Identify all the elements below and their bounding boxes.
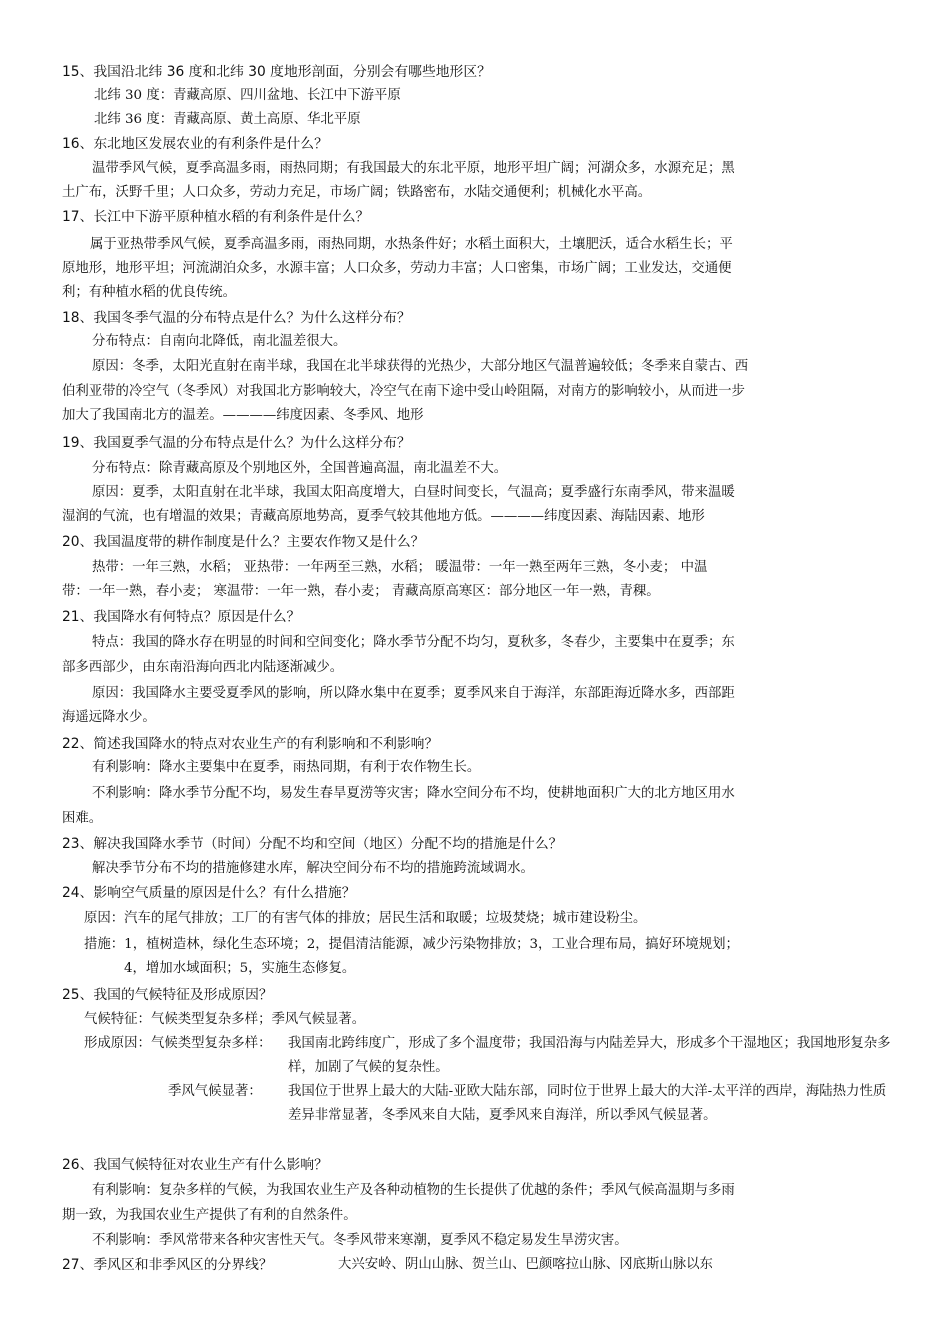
question-25-title: 25、我国的气候特征及形成原因？ [62,987,273,1003]
answer-26-good-line-2: 期一致，为我国农业生产提供了有利的自然条件。 [62,1208,357,1223]
question-18-title: 18、我国冬季气温的分布特点是什么？为什么这样分布？ [62,310,411,326]
answer-24-measures-line-2: 4，增加水域面积；5，实施生态修复。 [124,961,356,976]
question-27-title: 27、季风区和非季风区的分界线？ [62,1257,273,1273]
answer-22-bad-line-1: 不利影响：降水季节分配不均，易发生春旱夏涝等灾害；降水空间分布不均，使耕地面积广大的北方地区用水 [92,786,735,801]
answer-19-reason-line-1: 原因：夏季，太阳直射在北半球，我国太阳高度增大，白昼时间变长，气温高；夏季盛行东南季风，带来温暖 [92,485,735,500]
answer-25-feature: 气候特征：气候类型复杂多样；季风气候显著。 [84,1012,366,1027]
answer-25-cause-text: 我国南北跨纬度广，形成了多个温度带；我国沿海与内陆差异大，形成多个干湿地区；我国地形复杂多样，加剧了气候的复杂性。 [288,1036,891,1075]
question-19-title: 19、我国夏季气温的分布特点是什么？为什么这样分布？ [62,435,411,451]
answer-24-reason: 原因：汽车的尾气排放；工厂的有害气体的排放；居民生活和取暖；垃圾焚烧；城市建设粉尘。 [84,911,647,926]
answer-19-reason-line-2: 湿润的气流，也有增温的效果；青藏高原地势高，夏季气较其他地方低。————纬度因素、海陆因素、地形 [62,509,705,524]
answer-22-bad-line-2: 困难。 [62,811,103,826]
answer-19-feature: 分布特点：除青藏高原及个别地区外，全国普遍高温，南北温差不大。 [92,461,508,476]
answer-15-line-1: 北纬 30 度：青藏高原、四川盆地、长江中下游平原 [94,88,401,103]
question-17-title: 17、长江中下游平原种植水稻的有利条件是什么？ [62,209,370,225]
answer-18-reason-line-2: 伯利亚带的冷空气（冬季风）对我国北方影响较大，冷空气在南下途中受山岭阻隔，对南方的影响较小，从而进一步 [62,384,745,399]
answer-25-cause-label: 形成原因：气候类型复杂多样： [84,1036,272,1051]
answer-17-line-2: 原地形，地形平坦；河流湖泊众多，水源丰富；人口众多，劳动力丰富；人口密集，市场广阔；工业发达，交通便 [62,261,732,276]
answer-21-reason-line-1: 原因：我国降水主要受夏季风的影响，所以降水集中在夏季；夏季风来自于海洋，东部距海近降水多，西部距 [92,686,735,701]
answer-24-measures-line-1: 措施：1，植树造林，绿化生态环境；2，提倡清洁能源，减少污染物排放；3，工业合理布局，搞好环境规划； [84,937,739,952]
question-16-title: 16、东北地区发展农业的有利条件是什么？ [62,136,328,152]
answer-21-reason-line-2: 海遥远降水少。 [62,710,156,725]
question-15-title: 15、我国沿北纬 36 度和北纬 30 度地形剖面，分别会有哪些地形区？ [62,64,491,80]
answer-25-monsoon-label: 季风气候显著： [168,1084,262,1099]
answer-21-feature-line-2: 部多西部少，由东南沿海向西北内陆逐渐减少。 [62,660,344,675]
answer-20-line-1: 热带：一年三熟，水稻； 亚热带：一年两至三熟，水稻； 暖温带：一年一熟至两年三熟，冬小麦； 中温 [92,560,708,575]
question-22-title: 22、简述我国降水的特点对农业生产的有利影响和不利影响？ [62,736,439,752]
question-23-title: 23、解决我国降水季节（时间）分配不均和空间（地区）分配不均的措施是什么？ [62,836,563,852]
answer-25-monsoon-text: 我国位于世界上最大的大陆-亚欧大陆东部，同时位于世界上最大的大洋-太平洋的西岸，海陆热力性质差异非常显著，冬季风来自大陆，夏季风来自海洋，所以季风气候显著。 [288,1084,887,1123]
answer-22-good: 有利影响：降水主要集中在夏季，雨热同期，有利于农作物生长。 [92,760,481,775]
question-26-title: 26、我国气候特征对农业生产有什么影响？ [62,1157,328,1173]
answer-21-feature-line-1: 特点：我国的降水存在明显的时间和空间变化；降水季节分配不均匀，夏秋多，冬春少，主要集中在夏季；东 [92,635,735,650]
answer-26-bad: 不利影响：季风常带来各种灾害性天气。冬季风带来寒潮，夏季风不稳定易发生旱涝灾害。 [92,1233,628,1248]
answer-23: 解决季节分布不均的措施修建水库，解决空间分布不均的措施跨流域调水。 [92,861,534,876]
question-20-title: 20、我国温度带的耕作制度是什么？主要农作物又是什么？ [62,534,425,550]
answer-27: 大兴安岭、阴山山脉、贺兰山、巴颜喀拉山脉、冈底斯山脉以东 [338,1257,713,1272]
answer-15-line-2: 北纬 36 度：青藏高原、黄土高原、华北平原 [94,112,361,127]
answer-17-line-3: 利；有种植水稻的优良传统。 [62,285,237,300]
question-21-title: 21、我国降水有何特点？原因是什么？ [62,609,301,625]
answer-18-feature: 分布特点：自南向北降低，南北温差很大。 [92,334,347,349]
answer-18-reason-line-1: 原因：冬季，太阳光直射在南半球，我国在北半球获得的光热少，大部分地区气温普遍较低；冬季来自蒙古、西 [92,359,749,374]
answer-17-line-1: 属于亚热带季风气候，夏季高温多雨，雨热同期，水热条件好；水稻土面积大，土壤肥沃，适合水稻生长；平 [90,237,733,252]
answer-18-reason-line-3: 加大了我国南北方的温差。————纬度因素、冬季风、地形 [62,408,424,423]
question-24-title: 24、影响空气质量的原因是什么？有什么措施？ [62,885,356,901]
answer-20-line-2: 带：一年一熟，春小麦； 寒温带：一年一熟，春小麦； 青藏高原高寒区：部分地区一年一熟，青稞。 [62,584,660,599]
answer-16-line-1: 温带季风气候，夏季高温多雨，雨热同期；有我国最大的东北平原，地形平坦广阔；河湖众多，水源充足；黑 [92,161,735,176]
answer-26-good-line-1: 有利影响：复杂多样的气候，为我国农业生产及各种动植物的生长提供了优越的条件；季风气候高温期与多雨 [92,1183,735,1198]
answer-16-line-2: 土广布，沃野千里；人口众多，劳动力充足，市场广阔；铁路密布，水陆交通便利；机械化水平高。 [62,185,652,200]
